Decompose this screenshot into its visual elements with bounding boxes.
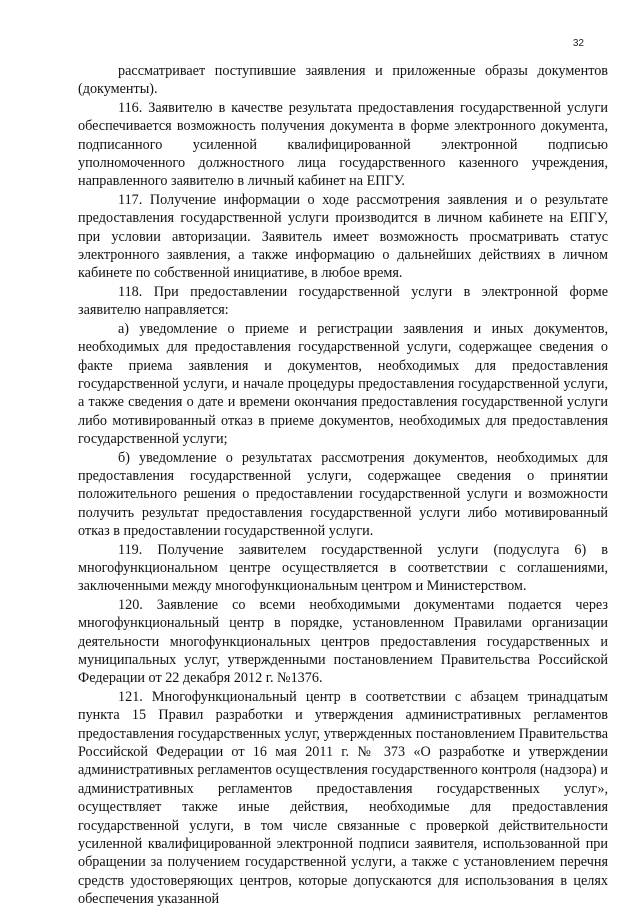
paragraph-118-a: а) уведомление о приеме и регистрации заявления и иных документов, необходимых для предоставления государственной услуги, содержащее сведения о факте приема заявления и документов, необходимых для предоставления государственной услуги, и начале процедуры предоставления государственной услуги, а также сведения о дате и времени окончания предоставления государственной услуги либо мотивированный отказ в приеме документов, необходимых для предоставления государственной услуги; (78, 320, 608, 448)
page-number: 32 (572, 38, 584, 49)
paragraph-119: 119. Получение заявителем государственной услуги (подуслуга 6) в многофункциональном центре осуществляется в соответствии с соглашениями, заключенными между многофункциональным центром и Министерством. (78, 541, 608, 595)
paragraph-118-b: б) уведомление о результатах рассмотрения документов, необходимых для предоставления государственной услуги, содержащее сведения о принятии положительного решения о предоставлении государственной услуги и возможности получить результат предоставления государственной услуги либо мотивированный отказ в предоставлении государственной услуги. (78, 449, 608, 540)
paragraph-121: 121. Многофункциональный центр в соответствии с абзацем тринадцатым пункта 15 Правил разработки и утверждения административных регламентов предоставления государственных услуг, утвержденных постановлением Правительства Российской Федерации от 16 мая 2011 г. № 373 «О разработке и утверждении административных регламентов осуществления государственного контроля (надзора) и административных регламентов предоставления государственных услуг», осуществляет также иные действия, необходимые для предоставления государственной услуги, в том числе связанные с проверкой действительности усиленной квалифицированной электронной подписи заявителя, использованной при обращении за получением государственной услуги, а также с установлением перечня средств удостоверяющих центров, которые допускаются для использования в целях обеспечения указанной (78, 688, 608, 908)
paragraph-118: 118. При предоставлении государственной услуги в электронной форме заявителю направляется: (78, 283, 608, 319)
paragraph-117: 117. Получение информации о ходе рассмотрения заявления и о результате предоставления государственной услуги производится в личном кабинете на ЕПГУ, при условии авторизации. Заявитель имеет возможность просматривать статус электронного заявления, а также информацию о дальнейших действиях в личном кабинете по собственной инициативе, в любое время. (78, 191, 608, 282)
paragraph-120: 120. Заявление со всеми необходимыми документами подается через многофункциональный центр в порядке, установленном Правилами организации деятельности многофункциональных центров предоставления государственных и муниципальных услуг, утвержденными постановлением Правительства Российской Федерации от 22 декабря 2012 г. №1376. (78, 596, 608, 687)
paragraph-continuation: рассматривает поступившие заявления и приложенные образы документов (документы). (78, 63, 608, 98)
paragraph-116: 116. Заявителю в качестве результата предоставления государственной услуги обеспечивается возможность получения документа в форме электронного документа, подписанного усиленной квалифицированной электронной подписью уполномоченного должностного лица государственного казенного учреждения, направленного заявителю в личный кабинет на ЕПГУ. (78, 99, 608, 190)
document-body (78, 62, 608, 909)
